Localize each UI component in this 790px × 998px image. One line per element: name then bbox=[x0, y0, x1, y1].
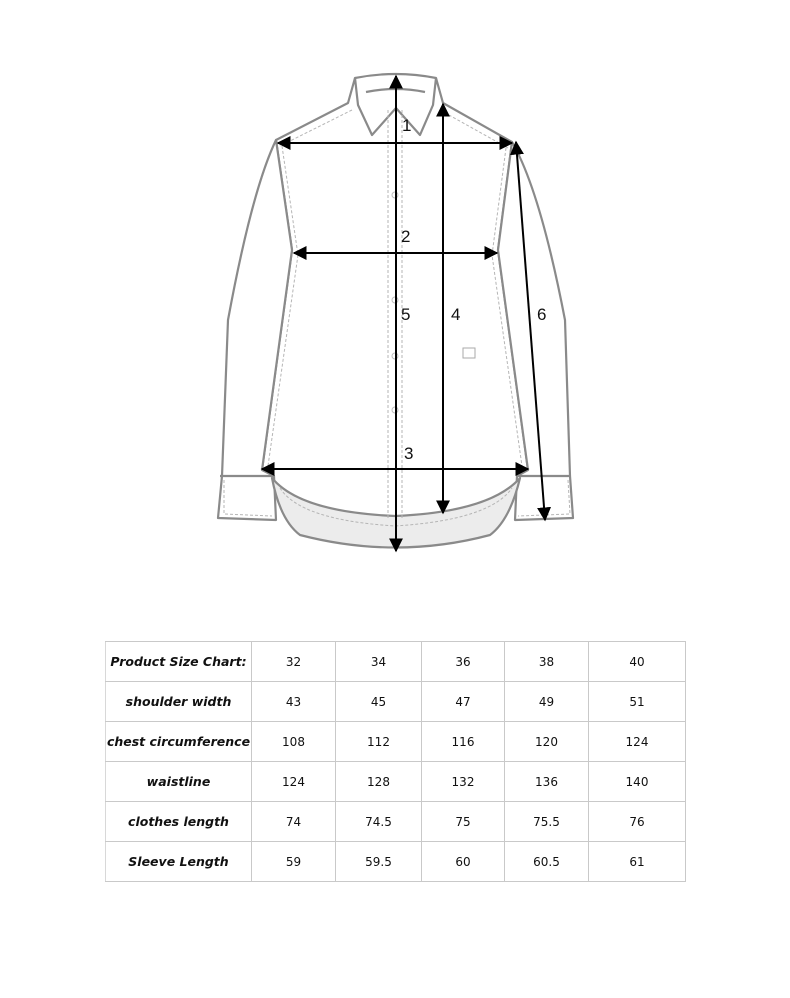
row-label: waistline bbox=[106, 762, 252, 802]
label-3: 3 bbox=[404, 444, 414, 463]
table-row bbox=[106, 802, 686, 842]
label-5: 5 bbox=[401, 305, 411, 324]
table-cell: 76 bbox=[589, 802, 686, 842]
table-cell: 108 bbox=[252, 722, 336, 762]
table-cell: 60.5 bbox=[505, 842, 589, 882]
table-cell: 124 bbox=[252, 762, 336, 802]
size-label: 32 bbox=[252, 642, 336, 682]
table-cell: 112 bbox=[336, 722, 422, 762]
size-label: 36 bbox=[422, 642, 505, 682]
size-chart bbox=[105, 641, 686, 882]
table-cell: 75.5 bbox=[505, 802, 589, 842]
table-cell: 43 bbox=[252, 682, 336, 722]
row-label: shoulder width bbox=[106, 682, 252, 722]
label-2: 2 bbox=[401, 227, 411, 246]
label-1: 1 bbox=[402, 116, 412, 135]
label-4: 4 bbox=[451, 305, 461, 324]
size-label: 40 bbox=[589, 642, 686, 682]
row-label: clothes length bbox=[106, 802, 252, 842]
table-cell: 74 bbox=[252, 802, 336, 842]
table-cell: 75 bbox=[422, 802, 505, 842]
table-cell: 128 bbox=[336, 762, 422, 802]
table-row bbox=[106, 722, 686, 762]
table-cell: 136 bbox=[505, 762, 589, 802]
table-row bbox=[106, 762, 686, 802]
table-cell: 60 bbox=[422, 842, 505, 882]
table-cell: 61 bbox=[589, 842, 686, 882]
table-cell: 45 bbox=[336, 682, 422, 722]
table-cell: 116 bbox=[422, 722, 505, 762]
row-label: Sleeve Length bbox=[106, 842, 252, 882]
label-6: 6 bbox=[537, 305, 547, 324]
table-cell: 132 bbox=[422, 762, 505, 802]
table-cell: 47 bbox=[422, 682, 505, 722]
table-row bbox=[106, 682, 686, 722]
table-cell: 120 bbox=[505, 722, 589, 762]
size-chart-table bbox=[105, 641, 686, 882]
table-cell: 74.5 bbox=[336, 802, 422, 842]
table-cell: 51 bbox=[589, 682, 686, 722]
table-cell: 124 bbox=[589, 722, 686, 762]
table-cell: 49 bbox=[505, 682, 589, 722]
size-label: 38 bbox=[505, 642, 589, 682]
size-label: 34 bbox=[336, 642, 422, 682]
table-row bbox=[106, 642, 686, 682]
table-cell: 140 bbox=[589, 762, 686, 802]
table-row bbox=[106, 842, 686, 882]
size-chart-header: Product Size Chart: bbox=[106, 642, 252, 682]
table-cell: 59.5 bbox=[336, 842, 422, 882]
row-label: chest circumference bbox=[106, 722, 252, 762]
table-cell: 59 bbox=[252, 842, 336, 882]
